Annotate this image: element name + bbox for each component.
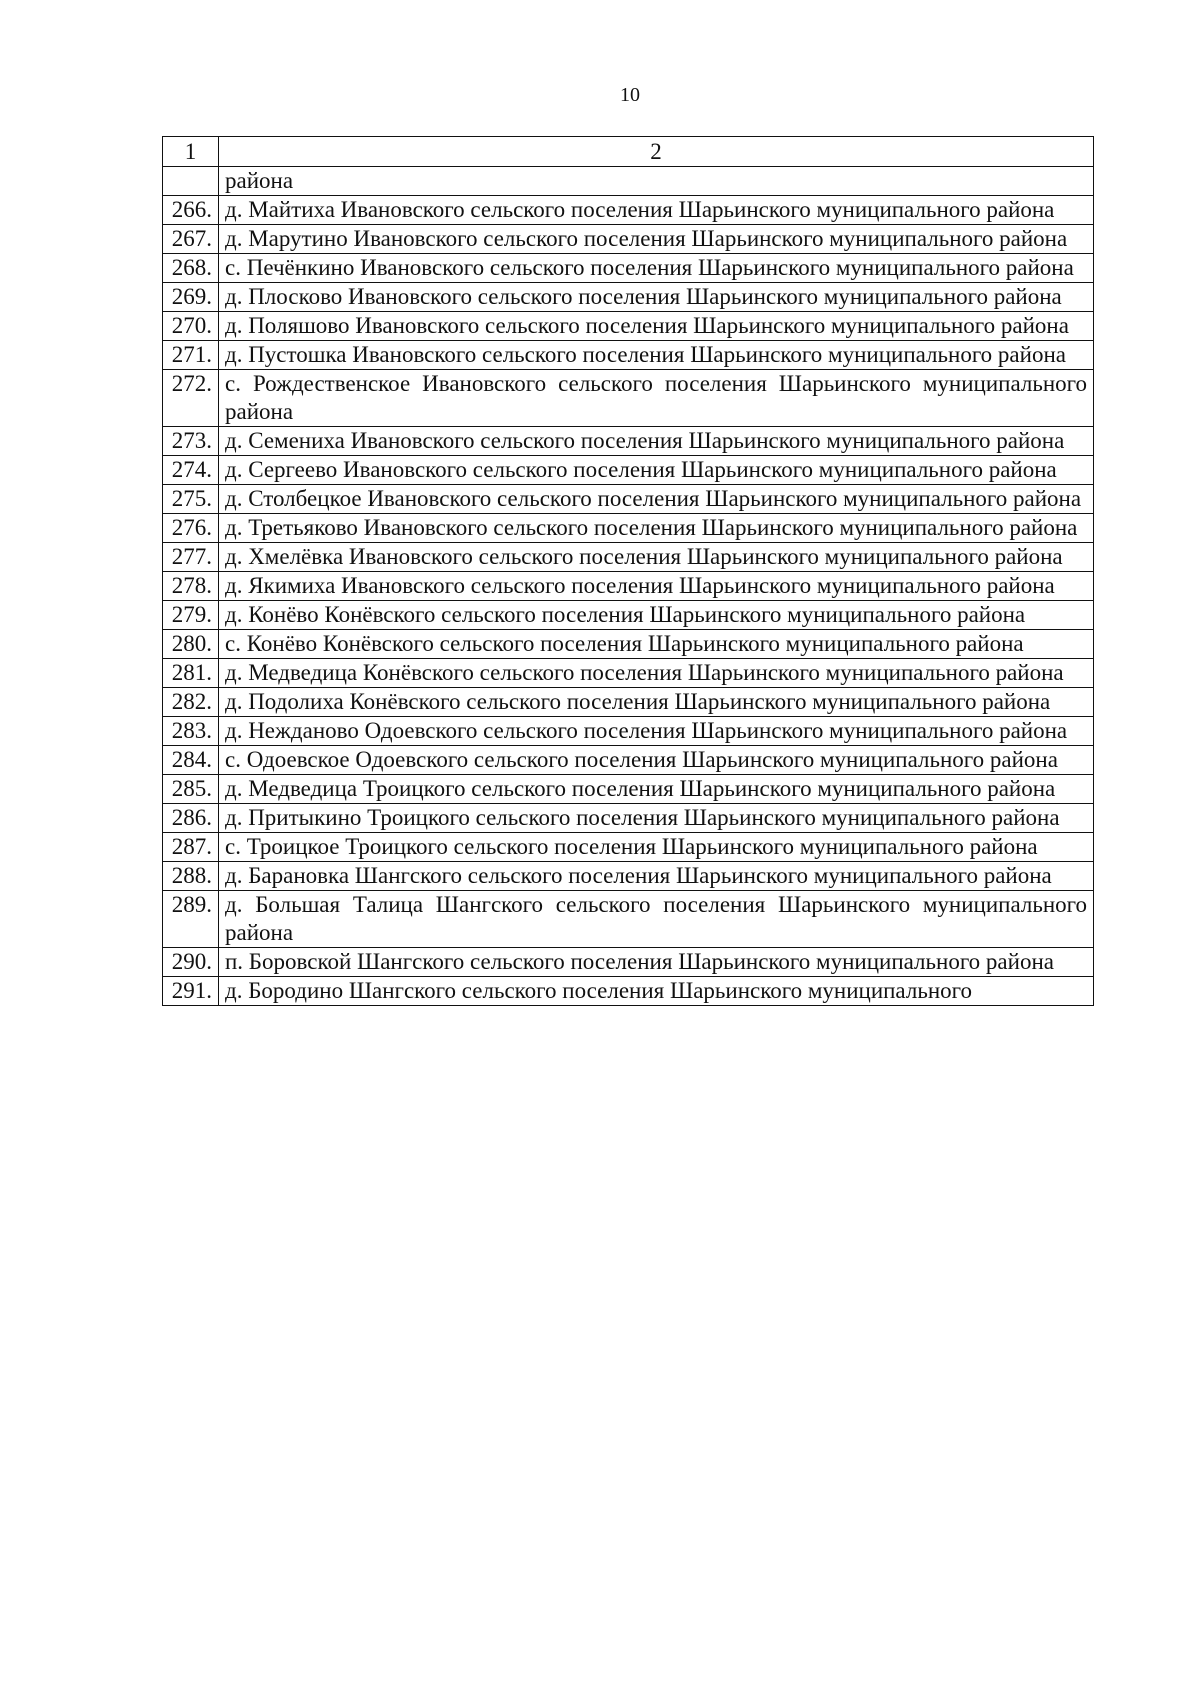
row-number: 285. (163, 775, 219, 804)
row-number: 289. (163, 891, 219, 948)
table-row (163, 456, 1094, 485)
table-row (163, 225, 1094, 254)
table-row (163, 283, 1094, 312)
settlement-name: д. Поляшово Ивановского сельского поселения Шарьинского муниципального района (219, 312, 1094, 341)
row-number: 277. (163, 543, 219, 572)
row-number: 280. (163, 630, 219, 659)
table-row (163, 254, 1094, 283)
table-row (163, 688, 1094, 717)
settlement-name: д. Конёво Конёвского сельского поселения Шарьинского муниципального района (219, 601, 1094, 630)
continuation-row (163, 167, 1094, 196)
row-number: 266. (163, 196, 219, 225)
table-row (163, 572, 1094, 601)
settlement-name: с. Рождественское Ивановского сельского поселения Шарьинского муниципального района (219, 370, 1094, 427)
table-row (163, 543, 1094, 572)
settlement-name: с. Одоевское Одоевского сельского поселения Шарьинского муниципального района (219, 746, 1094, 775)
settlement-name: с. Троицкое Троицкого сельского поселения Шарьинского муниципального района (219, 833, 1094, 862)
settlement-name: д. Семениха Ивановского сельского поселения Шарьинского муниципального района (219, 427, 1094, 456)
row-number: 267. (163, 225, 219, 254)
settlement-name: д. Большая Талица Шангского сельского поселения Шарьинского муниципального района (219, 891, 1094, 948)
row-number: 276. (163, 514, 219, 543)
settlement-name: п. Боровской Шангского сельского поселения Шарьинского муниципального района (219, 948, 1094, 977)
settlement-name: с. Конёво Конёвского сельского поселения Шарьинского муниципального района (219, 630, 1094, 659)
settlement-name: д. Майтиха Ивановского сельского поселения Шарьинского муниципального района (219, 196, 1094, 225)
table-row (163, 485, 1094, 514)
settlement-name: д. Медведица Конёвского сельского поселения Шарьинского муниципального района (219, 659, 1094, 688)
row-number: 269. (163, 283, 219, 312)
row-number: 286. (163, 804, 219, 833)
settlement-name: д. Нежданово Одоевского сельского поселения Шарьинского муниципального района (219, 717, 1094, 746)
table-row (163, 514, 1094, 543)
row-number: 283. (163, 717, 219, 746)
settlement-name: с. Печёнкино Ивановского сельского поселения Шарьинского муниципального района (219, 254, 1094, 283)
table-row (163, 775, 1094, 804)
row-number: 268. (163, 254, 219, 283)
table-row (163, 427, 1094, 456)
table-row (163, 312, 1094, 341)
row-number: 288. (163, 862, 219, 891)
table-row (163, 370, 1094, 427)
settlement-name: д. Сергеево Ивановского сельского поселения Шарьинского муниципального района (219, 456, 1094, 485)
table-row (163, 804, 1094, 833)
settlement-name: д. Марутино Ивановского сельского поселения Шарьинского муниципального района (219, 225, 1094, 254)
table-row (163, 977, 1094, 1006)
table-row (163, 948, 1094, 977)
settlement-name: д. Подолиха Конёвского сельского поселения Шарьинского муниципального района (219, 688, 1094, 717)
row-number: 279. (163, 601, 219, 630)
settlement-name: д. Пустошка Ивановского сельского поселения Шарьинского муниципального района (219, 341, 1094, 370)
settlement-name: д. Якимиха Ивановского сельского поселения Шарьинского муниципального района (219, 572, 1094, 601)
row-number: 272. (163, 370, 219, 427)
row-number: 274. (163, 456, 219, 485)
row-number (163, 167, 219, 196)
settlement-name: д. Столбецкое Ивановского сельского поселения Шарьинского муниципального района (219, 485, 1094, 514)
table-row (163, 601, 1094, 630)
table-row (163, 717, 1094, 746)
settlement-name: д. Хмелёвка Ивановского сельского поселения Шарьинского муниципального района (219, 543, 1094, 572)
table-row (163, 746, 1094, 775)
settlement-name: д. Медведица Троицкого сельского поселения Шарьинского муниципального района (219, 775, 1094, 804)
continuation-text: района (219, 167, 1094, 196)
table-row (163, 630, 1094, 659)
row-number: 271. (163, 341, 219, 370)
table-row (163, 862, 1094, 891)
settlement-name: д. Барановка Шангского сельского поселения Шарьинского муниципального района (219, 862, 1094, 891)
table-row (163, 659, 1094, 688)
row-number: 270. (163, 312, 219, 341)
table-row (163, 196, 1094, 225)
table-row (163, 341, 1094, 370)
row-number: 290. (163, 948, 219, 977)
row-number: 284. (163, 746, 219, 775)
row-number: 287. (163, 833, 219, 862)
table-row (163, 833, 1094, 862)
column-header-2: 2 (219, 137, 1094, 167)
row-number: 278. (163, 572, 219, 601)
settlement-name: д. Плосково Ивановского сельского поселения Шарьинского муниципального района (219, 283, 1094, 312)
settlement-name: д. Притыкино Троицкого сельского поселения Шарьинского муниципального района (219, 804, 1094, 833)
row-number: 281. (163, 659, 219, 688)
row-number: 282. (163, 688, 219, 717)
table-header-row (163, 137, 1094, 167)
page-number: 10 (620, 84, 640, 106)
row-number: 273. (163, 427, 219, 456)
row-number: 291. (163, 977, 219, 1006)
settlement-name: д. Третьяково Ивановского сельского поселения Шарьинского муниципального района (219, 514, 1094, 543)
settlements-table (162, 136, 1094, 1006)
row-number: 275. (163, 485, 219, 514)
settlement-name: д. Бородино Шангского сельского поселения Шарьинского муниципального (219, 977, 1094, 1006)
table-row (163, 891, 1094, 948)
column-header-1: 1 (163, 137, 219, 167)
